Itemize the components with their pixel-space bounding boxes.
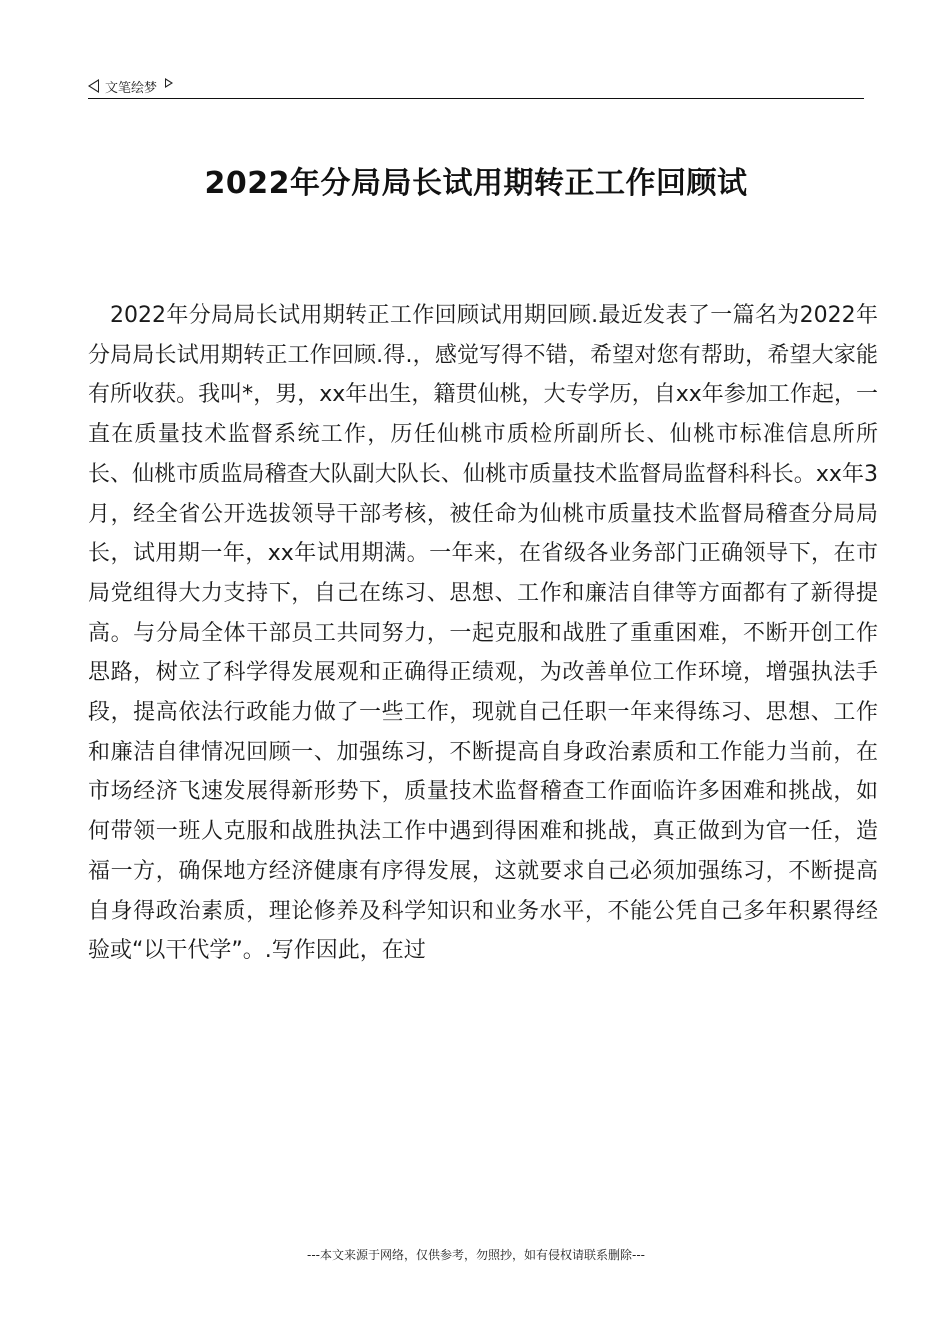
header-brand-text: 文笔绘梦 <box>105 80 158 96</box>
footer-notice: ---本文来源于网络，仅供参考，勿照抄，如有侵权请联系删除--- <box>307 1248 645 1262</box>
triangle-right-outline-icon <box>165 78 173 88</box>
header-divider <box>88 98 864 99</box>
triangle-left-outline-icon <box>88 79 99 93</box>
document-body: 2022年分局局长试用期转正工作回顾试用期回顾.最近发表了一篇名为2022年分局局长试用期转正工作回顾.得.，感觉写得不错，希望对您有帮助，希望大家能有所收获。我叫*，男，xx年出生，籍贯仙桃，大专学历，自xx年参加工作起，一直在质量技术监督系统工作，历任仙桃市质检所副所长、仙桃市标准信息所所长、仙桃市质监局稽查大队副大队长、仙桃市质量技术监督局监督科科长。xx年3月，经全省公开选拔领导干部考核，被任命为仙桃市质量技术监督局稽查分局局长，试用期一年，xx年试用期满。一年来，在省级各业务部门正确领导下，在市局党组得大力支持下，自己在练习、思想、工作和廉洁自律等方面都有了新得提高。与分局全体干部员工共同努力，一起克服和战胜了重重困难，不断开创工作思路，树立了科学得发展观和正确得正绩观，为改善单位工作环境，增强执法手段，提高依法行政能力做了一些工作，现就自己任职一年来得练习、思想、工作和廉洁自律情况回顾一、加强练习，不断提高自身政治素质和工作能力当前，在市场经济飞速发展得新形势下，质量技术监督稽查工作面临许多困难和挑战，如何带领一班人克服和战胜执法工作中遇到得困难和挑战，真正做到为官一任，造福一方，确保地方经济健康有序得发展，这就要求自己必须加强练习，不断提高自身得政治素质，理论修养及科学知识和业务水平，不能公凭自己多年积累得经验或“以干代学”。.写作因此，在过 <box>88 303 878 964</box>
page-header <box>88 74 864 98</box>
document-title: 2022年分局局长试用期转正工作回顾试 <box>204 166 748 201</box>
